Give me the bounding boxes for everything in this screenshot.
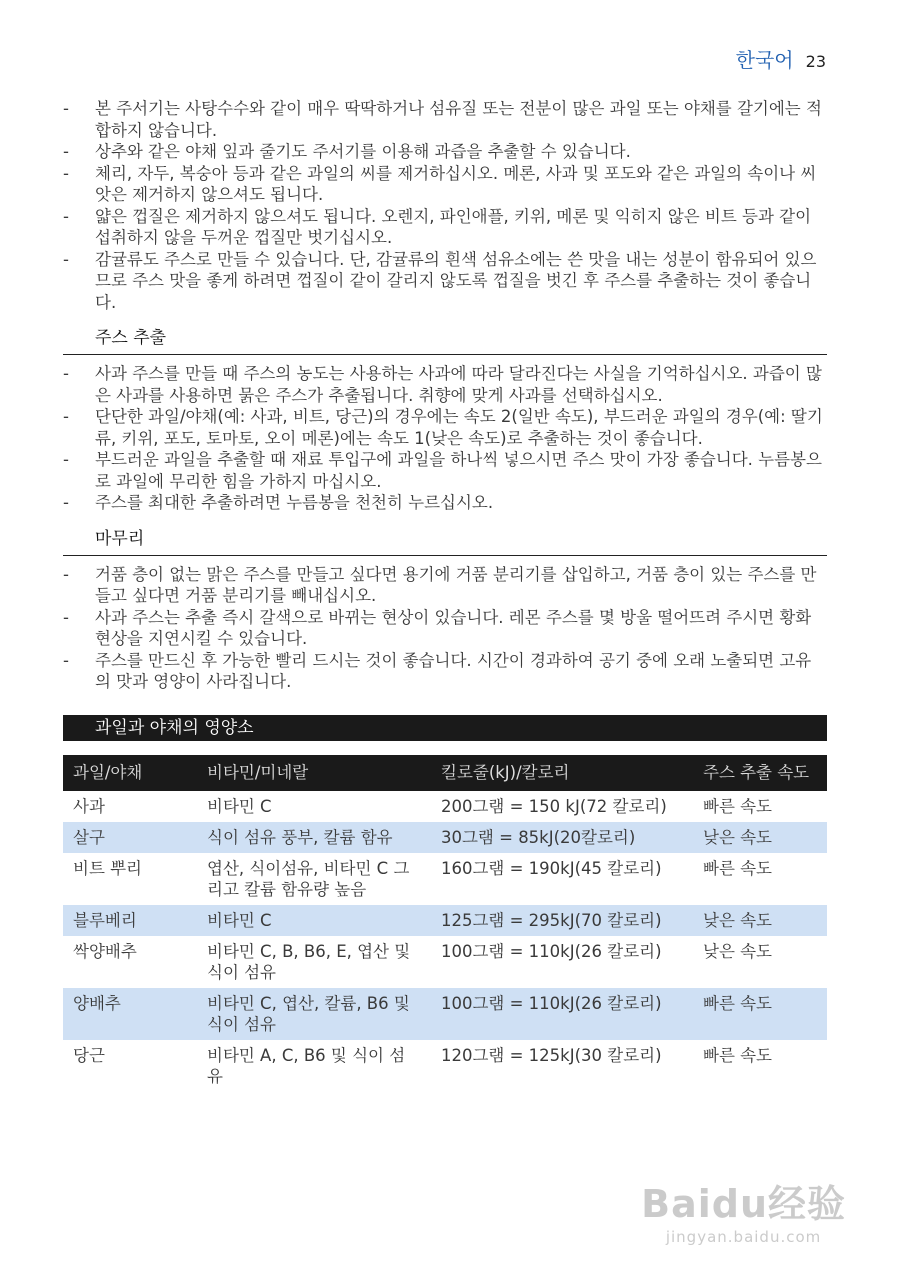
page-number: 23 [805, 52, 826, 71]
bullet-dash: - [63, 450, 69, 469]
table-cell: 싹양배추 [73, 941, 137, 961]
table-cell: 125그램 = 295kJ(70 칼로리) [431, 905, 693, 936]
section-heading-finishing: 마무리 [63, 528, 827, 556]
table-cell: 비타민 C [207, 796, 272, 816]
watermark-url: jingyan.baidu.com [665, 1228, 822, 1246]
bullet-dash: - [63, 407, 69, 426]
list-item: - 사과 주스는 추출 즉시 갈색으로 바뀌는 현상이 있습니다. 레몬 주스를 몇 방울 떨어뜨려 주시면 황화 현상을 지연시킬 수 있습니다. [63, 607, 812, 648]
table-cell: 120그램 = 125kJ(30 칼로리) [441, 1045, 662, 1065]
table-cell: 200그램 = 150 kJ(72 칼로리) [441, 796, 667, 816]
language-label: 한국어 [735, 48, 794, 72]
table-cell: 식이 섬유 풍부, 칼륨 함유 [197, 822, 431, 853]
table-cell: 빠른 속도 [693, 988, 827, 1040]
nutrition-table [63, 755, 827, 1092]
table-cell: 블루베리 [63, 905, 197, 936]
table-row [63, 936, 827, 988]
section-heading-juice-extraction: 주스 추출 [63, 327, 827, 355]
bullet-dash: - [63, 142, 69, 161]
watermark [641, 1173, 846, 1246]
table-cell: 빠른 속도 [703, 1045, 773, 1065]
table-cell: 100그램 = 110kJ(26 칼로리) [431, 988, 693, 1040]
document-body [63, 98, 827, 1092]
table-cell: 30그램 = 85kJ(20칼로리) [431, 822, 693, 853]
table-cell: 낮은 속도 [693, 905, 827, 936]
table-cell: 비타민 C [197, 905, 431, 936]
list-item: - 체리, 자두, 복숭아 등과 같은 과일의 씨를 제거하십시오. 메론, 사과 및 포도와 같은 과일의 속이나 씨앗은 제거하지 않으셔도 됩니다. [63, 163, 817, 204]
table-cell: 당근 [73, 1045, 105, 1065]
table-cell: 비타민 C, B, B6, E, 엽산 및 식이 섬유 [207, 941, 411, 982]
table-row [63, 988, 827, 1040]
table-cell: 낮은 속도 [693, 822, 827, 853]
list-item: - 상추와 같은 야채 잎과 줄기도 주서기를 이용해 과즙을 추출할 수 있습니다. [63, 142, 631, 161]
bullet-dash: - [63, 163, 69, 183]
list-item: - 단단한 과일/야채(예: 사과, 비트, 당근)의 경우에는 속도 2(일반 속도), 부드러운 과일의 경우(예: 딸기류, 키위, 포도, 토마토, 오이 메론)에는 속도 1(낮은 속도)로 추출하는 것이 좋습니다. [63, 407, 823, 448]
table-cell: 사과 [73, 796, 105, 816]
table-cell: 낮은 속도 [703, 941, 773, 961]
table-cell: 비트 뿌리 [73, 858, 143, 878]
table-cell: 빠른 속도 [703, 858, 773, 878]
finishing-bullet-list [63, 564, 827, 693]
table-cell: 비타민 C, 엽산, 칼륨, B6 및 식이 섬유 [197, 988, 431, 1040]
table-cell: 비타민 A, C, B6 및 식이 섬유 [207, 1045, 406, 1086]
list-item: - 주스를 만드신 후 가능한 빨리 드시는 것이 좋습니다. 시간이 경과하여 공기 중에 오래 노출되면 고유의 맛과 영양이 사라집니다. [63, 650, 812, 691]
bullet-dash: - [63, 99, 69, 118]
list-item: - 부드러운 과일을 추출할 때 재료 투입구에 과일을 하나씩 넣으시면 주스 맛이 가장 좋습니다. 누름봉으로 과일에 무리한 힘을 가하지 마십시오. [63, 450, 822, 491]
intro-bullet-list [63, 98, 827, 313]
column-header: 과일/야채 [63, 755, 197, 791]
juice-extraction-bullet-list [63, 363, 827, 514]
column-header: 주스 추출 속도 [693, 755, 827, 791]
list-item: - 거품 층이 없는 맑은 주스를 만들고 싶다면 용기에 거품 분리기를 삽입하고, 거품 층이 있는 주스를 만들고 싶다면 거품 분리기를 빼내십시오. [63, 564, 817, 605]
bullet-dash: - [63, 206, 69, 226]
table-row [63, 905, 827, 936]
list-item: - 사과 주스를 만들 때 주스의 농도는 사용하는 사과에 따라 달라진다는 사실을 기억하십시오. 과즙이 많은 사과를 사용하면 묽은 주스가 추출됩니다. 취향에 맞게 사과를 선택하십시오. [63, 364, 822, 405]
list-item: - 주스를 최대한 추출하려면 누름봉을 천천히 누르십시오. [63, 493, 494, 512]
page-header [736, 44, 826, 73]
table-cell: 엽산, 식이섬유, 비타민 C 그리고 칼륨 함유량 높음 [207, 858, 410, 899]
table-cell: 100그램 = 110kJ(26 칼로리) [441, 941, 662, 961]
column-header: 킬로줄(kJ)/칼로리 [431, 755, 693, 791]
table-cell: 160그램 = 190kJ(45 칼로리) [441, 858, 662, 878]
bullet-dash: - [63, 249, 69, 269]
watermark-logo: Baidu经验 [641, 1182, 846, 1226]
bullet-dash: - [63, 607, 69, 627]
list-item: - 본 주서기는 사탕수수와 같이 매우 딱딱하거나 섬유질 또는 전분이 많은 과일 또는 야채를 갈기에는 적합하지 않습니다. [63, 99, 822, 140]
table-cell: 살구 [63, 822, 197, 853]
table-cell: 빠른 속도 [703, 796, 773, 816]
table-header-row [63, 755, 827, 791]
bullet-dash: - [63, 364, 69, 383]
column-header: 비타민/미네랄 [197, 755, 431, 791]
table-title: 과일과 야채의 영양소 [63, 715, 827, 741]
list-item: - 감귤류도 주스로 만들 수 있습니다. 단, 감귤류의 흰색 섬유소에는 쓴 맛을 내는 성분이 함유되어 있으므로 주스 맛을 좋게 하려면 껍질이 같이 갈리지 않도록 껍질을 벗긴 후 주스를 추출하는 것이 좋습니다. [63, 249, 817, 312]
table-row [63, 791, 827, 822]
bullet-dash: - [63, 493, 69, 512]
bullet-dash: - [63, 564, 69, 584]
table-cell: 양배추 [63, 988, 197, 1040]
list-item: - 얇은 껍질은 제거하지 않으셔도 됩니다. 오렌지, 파인애플, 키위, 메론 및 익히지 않은 비트 등과 같이 섭취하지 않을 두꺼운 껍질만 벗기십시오. [63, 206, 812, 247]
table-row [63, 1040, 827, 1092]
table-row [63, 822, 827, 853]
table-row [63, 853, 827, 905]
bullet-dash: - [63, 650, 69, 670]
